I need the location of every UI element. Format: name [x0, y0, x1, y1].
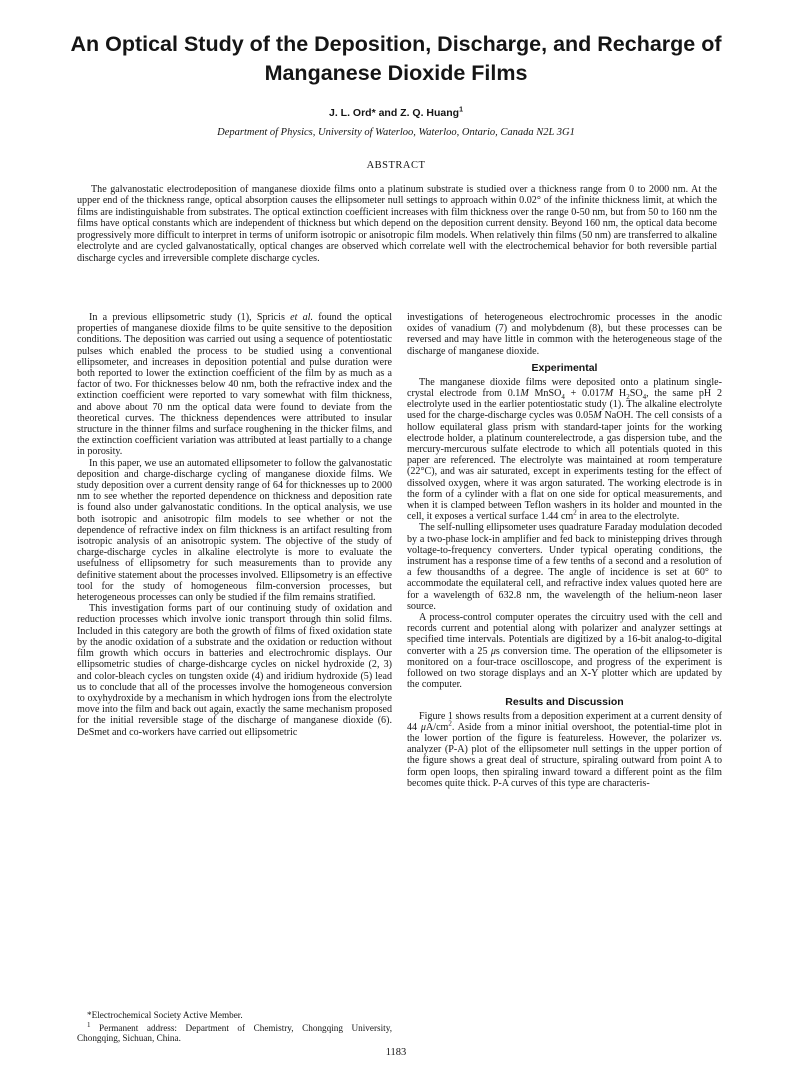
footnotes — [77, 1010, 392, 1046]
affiliation: Department of Physics, University of Waterloo, Waterloo, Ontario, Canada N2L 3G1 — [217, 127, 575, 138]
text-run: analyzer (P-A) plot of the ellipsometer null settings in the upper portion of the figure shows a great deal of structure, spiraling outward from point A to form open loops, then spiraling inward toward a different point as the film becomes quite thick. P-A curves of this type are characteris- — [407, 744, 722, 789]
text-run: found the optical properties of manganese dioxide films to be quite sensitive to the deposition conditions. The deposition was carried out using a sequence of potentiostatic pulses which enabled the process to be studied using a conventional ellipsometer, and increases in deposition potential and pulse duration were both reported to lower the extinction coefficient of the film by as much as a factor of two. For thicknesses below 40 nm, both the refractive index and the extinction coefficient were reported to vary somewhat with film thickness, and above about 70 nm the optical data were found to deviate from the theoretical curves. The thickness dependences were attributed to insular structure in the thinner films and surface roughening in the thicker films, and the extinction coefficient variation was attributed at least partially to a change in porosity. — [77, 312, 393, 458]
text-run: The manganese dioxide films were deposited onto a platinum single-crystal electrode from 0.1 — [407, 376, 722, 400]
intro-paragraph-3: This investigation forms part of our continuing study of oxidation and reduction processes which involve ionic transport through thin solid films. Included in this category are both the growth of films of fixed oxidation state by the anodic oxidation of a substrate and the oxidation or reduction without film growth which occurs in batteries and electrochromic displays. Our ellipsometric studies of charge-dishcarge cycles on nickel hydroxide (2, 3) and color-bleach cycles on tungsten oxide (4) and iridium hydroxide (5) lead us to conclude that all of the processes involve the homogeneous conversion to oxyhydroxide by a mechanism in which hydrogen ions from the electrolyte move into the film and back out again, exactly the same mechanism proposed for the initial reversible stage of the discharge of manganese dioxide (6). DeSmet and co-workers have carried out ellipsometric — [77, 603, 392, 738]
experimental-paragraph-3 — [407, 612, 722, 690]
subscript: 4 — [561, 393, 565, 402]
text-run: NaOH. The cell consists of a hollow equilateral glass prism with standard-taper joints for the working electrode holder, a platinum counterelectrode, a gas dispersion tube, and the mercury-mercurous sulfate electrode to which all potentials quoted in this paper are referenced. The electrolyte was maintained at room temperature (22°C), and was air saturated, except in experiments testing for the effect of dissolved oxygen, where it was argon saturated. The working electrode is in the form of a cylinder with a flat on one side for optical measurements, and when it is clamped between Teflon washers in its holder and mounted in the cell, it exposes a vertical surface 1.44 cm — [407, 410, 722, 523]
text-run: , the same pH 2 electrolyte used in the earlier potentiostatic study (1). The alkaline electrolyte used for the charge-discharge cycles was 0.05 — [407, 388, 722, 422]
superscript: 2 — [448, 719, 452, 728]
author-line — [60, 107, 732, 119]
experimental-paragraph-1 — [407, 377, 722, 523]
author-names: J. L. Ord* and Z. Q. Huang — [329, 107, 460, 119]
results-paragraph-1 — [407, 711, 722, 789]
subscript: 2 — [626, 393, 630, 402]
author-footnote-mark: 1 — [459, 106, 463, 114]
text-run: Figure 1 shows results from a deposition experiment at a current density of 44 — [407, 710, 722, 733]
text-run-italic: et al. — [290, 312, 313, 323]
intro-paragraph-1 — [77, 312, 392, 458]
text-run-italic: M — [593, 410, 602, 422]
experimental-heading: Experimental — [531, 361, 598, 374]
experimental-paragraph-2: The self-nulling ellipsometer uses quadrature Faraday modulation decoded by a two-phase lock-in amplifier and fed back to ministepping drives through voltage-to-frequency converters. Under typical operating conditions, the instrument has a response time of a few tenths of a second and a resolution of a few thousandths of a degree. The angle of incidence is set at 60° to accommodate the equilateral cell, and refractive index values quoted here are for a wavelength of 632.8 nm, the wavelength of the helium-neon laser source. — [407, 522, 722, 612]
intro-paragraph-2: In this paper, we use an automated ellipsometer to follow the galvanostatic deposition and charge-discharge cycling of manganese dioxide films. We study deposition over a current density range of 64 for thicknesses up to 2000 nm to see whether the reported dependence on thickness and deposition rate is found also under galvanostatic conditions. In the optical analysis, we use both isotropic and anisotropic film models to see whether or not the dependence of refractive index on film thickness is an artifact resulting from isotropic analysis of an anisotropic system. The objective of the study of charge-discharge cycles in alkaline electrolyte is more to evaluate the usefulness of ellipsometry for such measurements than to provide any definitive statement about the processes involved. Ellipsometry is an effective tool for the study of homogeneous film-conversion processes, but heterogeneous processes can only be studied if the film remains stratified. — [77, 457, 392, 604]
text-run: A process-control computer operates the circuitry used with the cell and records current and potential along with polarizer and analyzer settings at specified time intervals. Potentials are digitized by a 16-bit analog-to-digital converter with a 25 — [407, 612, 722, 657]
text-run: A/cm — [425, 721, 449, 733]
text-run: SO — [629, 388, 643, 400]
superscript: 2 — [573, 508, 577, 517]
text-run-italic: vs. — [711, 732, 722, 744]
abstract-heading: ABSTRACT — [366, 160, 426, 171]
left-column — [77, 312, 392, 738]
footnote-address — [77, 1020, 392, 1044]
footnote-member: *Electrochemical Society Active Member. — [87, 1010, 243, 1020]
text-run: s conversion time. The operation of the ellipsometer is monitored on a four-trace oscilloscope, and progress of the experiment is followed on two storage displays and an X-Y plotter which are updated by the computer. — [407, 645, 722, 691]
abstract-text: The galvanostatic electrodeposition of manganese dioxide films onto a platinum substrate is studied over a thickness range from 0 to 2000 nm. At the upper end of the thickness range, optical absorption causes the ellipsometer null settings to approach within 0.02° of the infinite thickness limit, at which the films are indistinguishable from substrates. The optical extinction coefficient increases with film thickness over the range 0-50 nm, but from 50 to 160 nm the films have optical constants which are independent of thickness but which depend on the deposition current density. Beyond 160 nm, the optical data become progressively more difficult to interpret in terms of uniform isotropic or anisotropic film models. When relatively thin films (50 nm) are transferred to alkaline electrolyte and are cycled galvanostatically, optical changes are observed which correlate well with the electrochemical behavior for both reversible partial discharge cycles and irreversible complete discharge cycles. — [77, 184, 717, 264]
article-title: An Optical Study of the Deposition, Discharge, and Recharge of Manganese Dioxide Films — [70, 32, 722, 85]
text-run: In a previous ellipsometric study (1), Spricis — [89, 312, 291, 323]
text-run: in area to the electrolyte. — [576, 511, 680, 523]
page-number: 1183 — [385, 1047, 407, 1058]
text-run: Permanent address: Department of Chemistry, Chongqing University, Chongqing, Sichuan, China. — [77, 1022, 392, 1044]
text-run-italic: μ — [420, 721, 426, 733]
text-run: H — [613, 388, 627, 400]
right-column — [407, 312, 722, 789]
text-run: + 0.017 — [564, 388, 605, 400]
text-run-italic: M — [604, 388, 614, 400]
text-run: . Aside from a minor initial overshoot, the potential-time plot in the lower portion of the figure is featureless. However, the polarizer — [407, 721, 722, 744]
text-run: MnSO — [528, 388, 562, 400]
footnote-mark: 1 — [87, 1020, 91, 1029]
subscript: 4 — [642, 393, 647, 402]
text-run-italic: μ — [490, 645, 496, 657]
results-heading: Results and Discussion — [505, 695, 624, 708]
intro-paragraph-continued: investigations of heterogeneous electrochromic processes in the anodic oxides of vanadium (7) and molybdenum (8), but these processes can be reversed and may have little in common with the heterogeneous stage of the discharge of manganese dioxide. — [407, 312, 722, 357]
text-run-italic: M — [520, 388, 529, 400]
